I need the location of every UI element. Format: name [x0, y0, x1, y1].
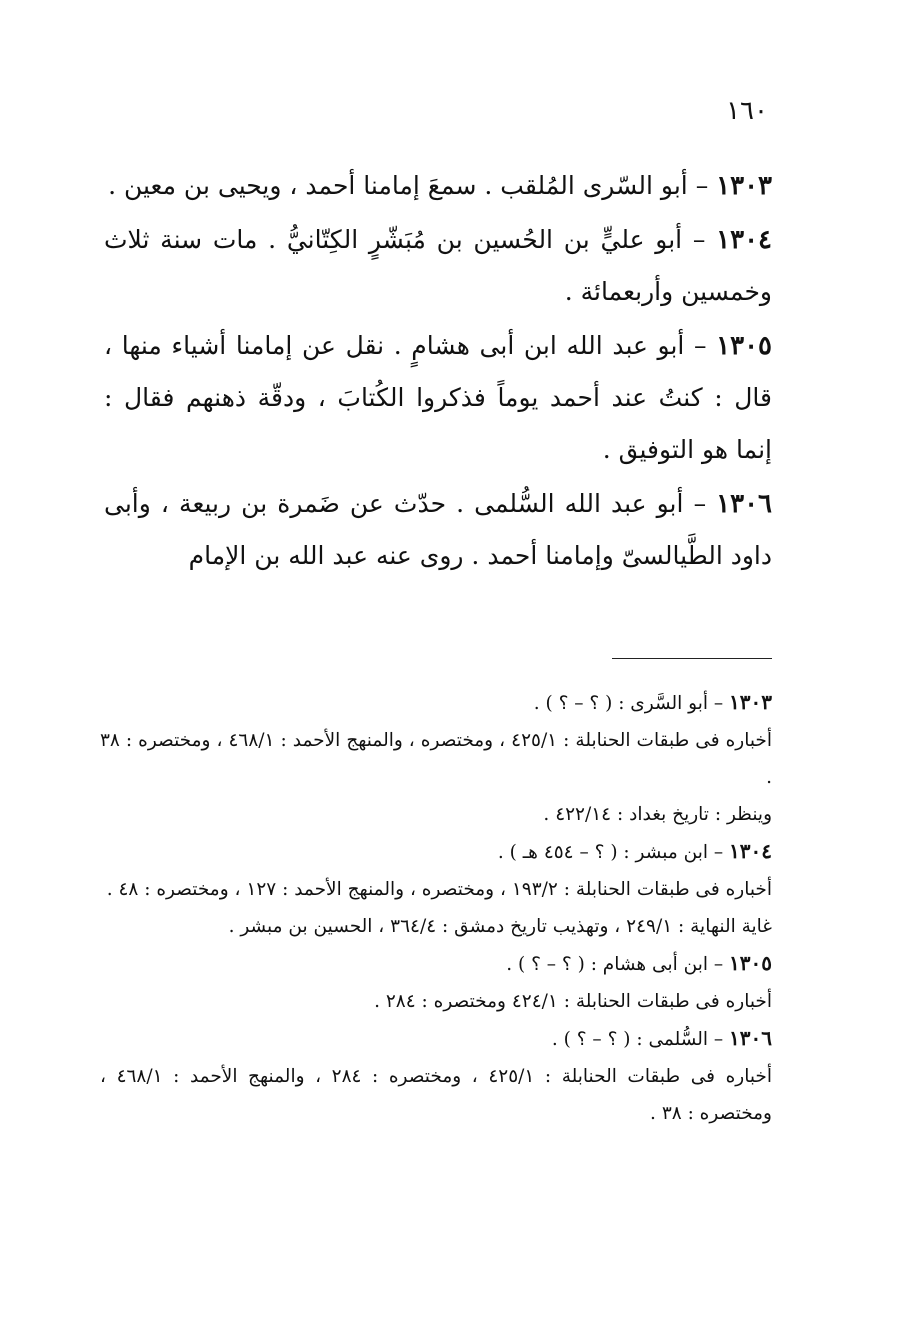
entry-dash: –	[695, 171, 709, 200]
footnote-line: أخباره فى طبقات الحنابلة : ٤٢٥/١ ، ومختصره ، والمنهج الأحمد : ٤٦٨/١ ، ومختصره : ٣٨ .	[100, 730, 773, 788]
footnote-1306	[100, 1020, 772, 1132]
entry-number: ١٣٠٥	[716, 331, 773, 361]
footnote-title: – السُّلمى : ( ؟ – ؟ ) .	[551, 1029, 724, 1050]
footnote-line: أخباره فى طبقات الحنابلة : ٤٢٥/١ ، ومختصره : ٢٨٤ ، والمنهج الأحمد : ٤٦٨/١ ، ومختصره : ٣٨ .	[100, 1066, 772, 1124]
footnote-number: ١٣٠٥	[729, 951, 772, 975]
entry-text: أبو عليٍّ بن الحُسين بن مُبَشّرٍ الكِتّانيُّ . مات سنة ثلاث وخمسين وأربعمائة .	[104, 225, 772, 306]
entry-text: أبو السّرى المُلقب . سمعَ إمامنا أحمد ، ويحيى بن معين .	[108, 171, 688, 200]
entry-dash: –	[694, 331, 707, 360]
main-text	[104, 160, 772, 584]
footnote-1303	[100, 684, 772, 833]
footnote-line: وينظر : تاريخ بغداد : ٤٢٢/١٤ .	[543, 804, 772, 825]
entry-dash: –	[693, 489, 707, 518]
entry-text: أبو عبد الله السُّلمى . حدّث عن ضَمرة بن ربيعة ، وأبى داود الطَّيالسىّ وإمامنا أحمد . روى عنه عبد الله بن الإمام	[104, 489, 772, 570]
entry-text: أبو عبد الله ابن أبى هشامٍ . نقل عن إمامنا أشياء منها ، قال : كنتُ عند أحمد يوماً فذكروا الكُتابَ ، ودقّة ذهنهم فقال : إنما هو التوفيق .	[104, 331, 772, 464]
footnote-title: – ابن أبى هشام : ( ؟ – ؟ ) .	[506, 954, 724, 975]
footnotes	[100, 684, 772, 1132]
footnote-heading	[100, 1020, 772, 1058]
entry-number: ١٣٠٤	[716, 225, 773, 255]
footnote-title: – أبو السَّرى : ( ؟ – ؟ ) .	[533, 693, 724, 714]
footnote-heading	[100, 833, 772, 871]
footnote-heading	[100, 945, 772, 983]
footnote-title: – ابن مبشر : ( ؟ – ٤٥٤ هـ ) .	[497, 842, 724, 863]
footnote-1305	[100, 945, 772, 1020]
entry-dash: –	[692, 225, 706, 254]
footnote-1304	[100, 833, 772, 945]
page-number: ١٦٠	[726, 96, 768, 126]
entry-1303	[104, 160, 772, 212]
entry-1304	[104, 214, 772, 318]
footnote-number: ١٣٠٤	[729, 839, 772, 863]
footnote-line: أخباره فى طبقات الحنابلة : ١٩٣/٢ ، ومختصره ، والمنهج الأحمد : ١٢٧ ، ومختصره : ٤٨ .	[106, 879, 772, 900]
footnote-divider	[612, 658, 772, 659]
footnote-number: ١٣٠٦	[729, 1026, 772, 1050]
footnote-line: أخباره فى طبقات الحنابلة : ٤٢٤/١ ومختصره : ٢٨٤ .	[374, 991, 772, 1012]
footnote-number: ١٣٠٣	[729, 690, 772, 714]
entry-1306	[104, 478, 772, 582]
entry-number: ١٣٠٣	[716, 171, 772, 201]
footnote-heading	[100, 684, 772, 722]
entry-1305	[104, 320, 772, 476]
entry-number: ١٣٠٦	[716, 489, 773, 519]
footnote-line: غاية النهاية : ٢٤٩/١ ، وتهذيب تاريخ دمشق : ٣٦٤/٤ ، الحسين بن مبشر .	[228, 916, 772, 937]
